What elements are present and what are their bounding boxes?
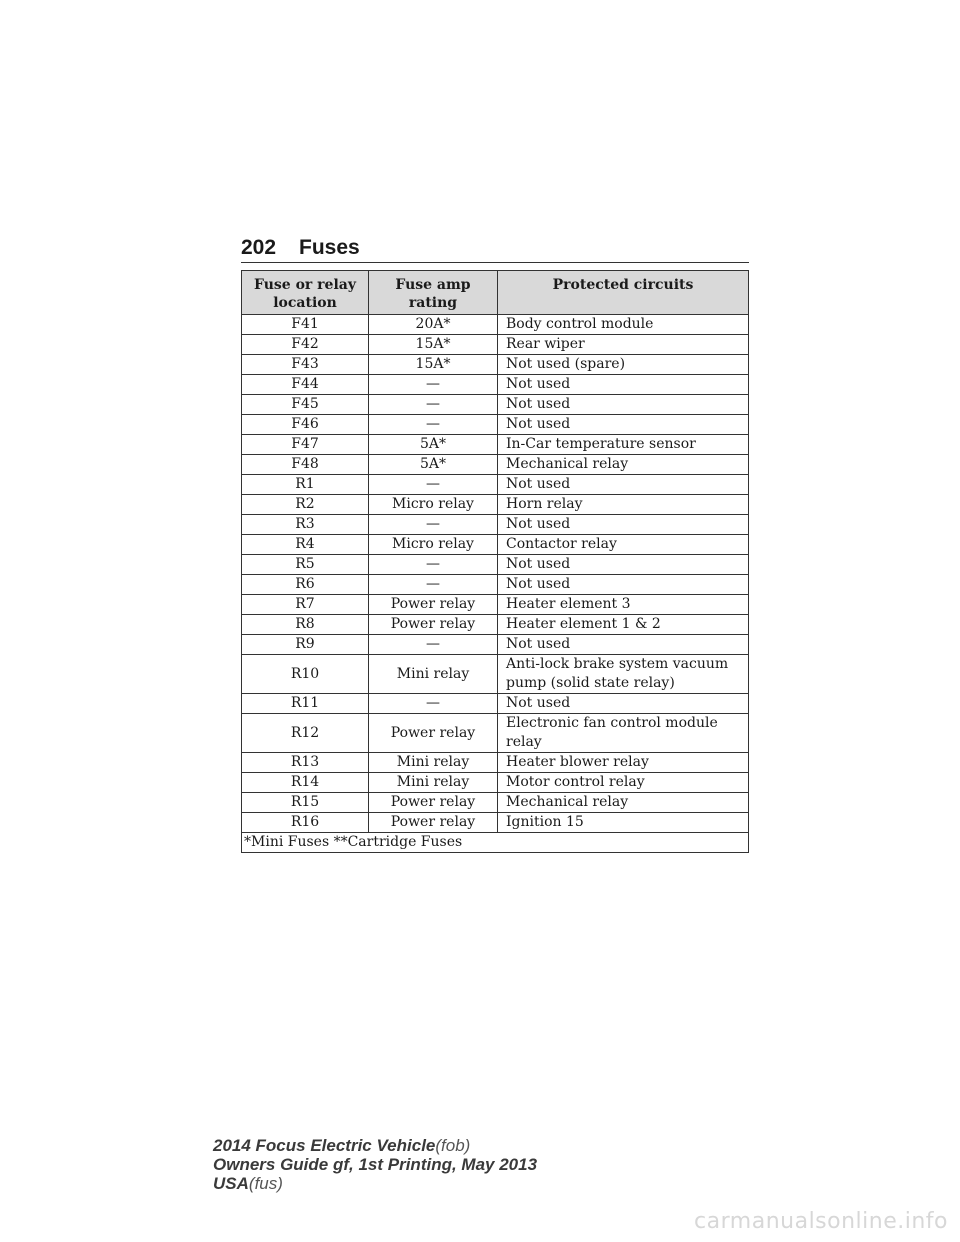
cell-location: R15 bbox=[242, 793, 369, 813]
cell-protected-circuit: Heater blower relay bbox=[498, 753, 749, 773]
cell-protected-circuit: Not used bbox=[498, 635, 749, 655]
table-row bbox=[242, 495, 749, 515]
page-header bbox=[241, 232, 749, 263]
cell-protected-circuit: Not used (spare) bbox=[498, 355, 749, 375]
table-row bbox=[242, 335, 749, 355]
cell-protected-circuit: Motor control relay bbox=[498, 773, 749, 793]
table-footnote: *Mini Fuses **Cartridge Fuses bbox=[242, 833, 749, 853]
cell-location: R11 bbox=[242, 694, 369, 714]
table-row bbox=[242, 455, 749, 475]
cell-location: F45 bbox=[242, 395, 369, 415]
cell-location: R13 bbox=[242, 753, 369, 773]
cell-protected-circuit: Not used bbox=[498, 415, 749, 435]
table-row bbox=[242, 793, 749, 813]
cell-location: F47 bbox=[242, 435, 369, 455]
cell-location: R3 bbox=[242, 515, 369, 535]
cell-protected-circuit: Heater element 1 & 2 bbox=[498, 615, 749, 635]
cell-amp-rating: Power relay bbox=[369, 813, 498, 833]
table-row bbox=[242, 595, 749, 615]
footer-line-2: Owners Guide gf, 1st Printing, May 2013 bbox=[213, 1155, 538, 1174]
footer-vehicle-code: (fob) bbox=[435, 1136, 471, 1155]
cell-amp-rating: — bbox=[369, 375, 498, 395]
cell-protected-circuit: Mechanical relay bbox=[498, 793, 749, 813]
table-row bbox=[242, 475, 749, 495]
cell-protected-circuit: Mechanical relay bbox=[498, 455, 749, 475]
cell-location: F44 bbox=[242, 375, 369, 395]
cell-amp-rating: Power relay bbox=[369, 793, 498, 813]
cell-location: F41 bbox=[242, 315, 369, 335]
table-row bbox=[242, 395, 749, 415]
table-row bbox=[242, 813, 749, 833]
cell-protected-circuit: Not used bbox=[498, 395, 749, 415]
cell-protected-circuit: Rear wiper bbox=[498, 335, 749, 355]
cell-amp-rating: 15A* bbox=[369, 335, 498, 355]
column-header-amp-rating: Fuse amp rating bbox=[369, 271, 498, 315]
fuse-table bbox=[241, 270, 749, 853]
cell-location: F43 bbox=[242, 355, 369, 375]
cell-amp-rating: Micro relay bbox=[369, 495, 498, 515]
cell-amp-rating: 15A* bbox=[369, 355, 498, 375]
table-row bbox=[242, 615, 749, 635]
cell-location: R16 bbox=[242, 813, 369, 833]
cell-protected-circuit: Not used bbox=[498, 515, 749, 535]
cell-location: F46 bbox=[242, 415, 369, 435]
table-row bbox=[242, 773, 749, 793]
cell-amp-rating: — bbox=[369, 475, 498, 495]
cell-protected-circuit: Not used bbox=[498, 555, 749, 575]
table-footer bbox=[242, 833, 749, 853]
footnote-row bbox=[242, 833, 749, 853]
table-row bbox=[242, 355, 749, 375]
column-header-protected-circuits: Protected circuits bbox=[498, 271, 749, 315]
table-row bbox=[242, 315, 749, 335]
cell-protected-circuit: Ignition 15 bbox=[498, 813, 749, 833]
cell-location: R7 bbox=[242, 595, 369, 615]
cell-amp-rating: — bbox=[369, 515, 498, 535]
cell-location: F42 bbox=[242, 335, 369, 355]
cell-amp-rating: — bbox=[369, 635, 498, 655]
table-row bbox=[242, 415, 749, 435]
page-footer bbox=[213, 1136, 537, 1193]
cell-protected-circuit: In-Car temperature sensor bbox=[498, 435, 749, 455]
table-row bbox=[242, 375, 749, 395]
section-title: Fuses bbox=[299, 236, 360, 259]
table-row bbox=[242, 635, 749, 655]
cell-protected-circuit: Not used bbox=[498, 694, 749, 714]
cell-protected-circuit: Electronic fan control module relay bbox=[498, 714, 749, 753]
table-row bbox=[242, 555, 749, 575]
cell-protected-circuit: Not used bbox=[498, 575, 749, 595]
table-header-row bbox=[242, 271, 749, 315]
cell-location: R8 bbox=[242, 615, 369, 635]
table-header bbox=[242, 271, 749, 315]
cell-location: R1 bbox=[242, 475, 369, 495]
table-row bbox=[242, 535, 749, 555]
cell-amp-rating: — bbox=[369, 415, 498, 435]
cell-location: R12 bbox=[242, 714, 369, 753]
cell-amp-rating: — bbox=[369, 694, 498, 714]
cell-amp-rating: — bbox=[369, 555, 498, 575]
cell-protected-circuit: Horn relay bbox=[498, 495, 749, 515]
table-row bbox=[242, 435, 749, 455]
cell-location: R4 bbox=[242, 535, 369, 555]
watermark-text: carmanualsonline.info bbox=[694, 1209, 948, 1234]
cell-location: R10 bbox=[242, 655, 369, 694]
cell-protected-circuit: Contactor relay bbox=[498, 535, 749, 555]
cell-amp-rating: Mini relay bbox=[369, 655, 498, 694]
table-row bbox=[242, 753, 749, 773]
cell-amp-rating: — bbox=[369, 395, 498, 415]
cell-amp-rating: Power relay bbox=[369, 595, 498, 615]
cell-amp-rating: 5A* bbox=[369, 455, 498, 475]
table-row bbox=[242, 714, 749, 753]
cell-protected-circuit: Not used bbox=[498, 475, 749, 495]
cell-protected-circuit: Body control module bbox=[498, 315, 749, 335]
footer-vehicle: 2014 Focus Electric Vehicle bbox=[213, 1136, 436, 1155]
cell-protected-circuit: Heater element 3 bbox=[498, 595, 749, 615]
cell-amp-rating: Power relay bbox=[369, 615, 498, 635]
cell-amp-rating: Micro relay bbox=[369, 535, 498, 555]
cell-location: R9 bbox=[242, 635, 369, 655]
footer-line-3 bbox=[213, 1174, 537, 1193]
cell-location: R14 bbox=[242, 773, 369, 793]
footer-line-1 bbox=[213, 1136, 537, 1155]
cell-location: R5 bbox=[242, 555, 369, 575]
table-body bbox=[242, 315, 749, 833]
cell-location: R6 bbox=[242, 575, 369, 595]
cell-protected-circuit: Not used bbox=[498, 375, 749, 395]
table-row bbox=[242, 655, 749, 694]
cell-amp-rating: Mini relay bbox=[369, 773, 498, 793]
cell-amp-rating: 5A* bbox=[369, 435, 498, 455]
table-row bbox=[242, 515, 749, 535]
cell-location: F48 bbox=[242, 455, 369, 475]
table-row bbox=[242, 694, 749, 714]
cell-amp-rating: Power relay bbox=[369, 714, 498, 753]
footer-market: USA bbox=[213, 1174, 249, 1193]
table-row bbox=[242, 575, 749, 595]
footer-market-code: (fus) bbox=[248, 1174, 283, 1193]
cell-location: R2 bbox=[242, 495, 369, 515]
cell-protected-circuit: Anti-lock brake system vacuum pump (solid state relay) bbox=[498, 655, 749, 694]
cell-amp-rating: Mini relay bbox=[369, 753, 498, 773]
cell-amp-rating: — bbox=[369, 575, 498, 595]
page-number: 202 bbox=[241, 236, 277, 259]
cell-amp-rating: 20A* bbox=[369, 315, 498, 335]
column-header-location: Fuse or relay location bbox=[242, 271, 369, 315]
